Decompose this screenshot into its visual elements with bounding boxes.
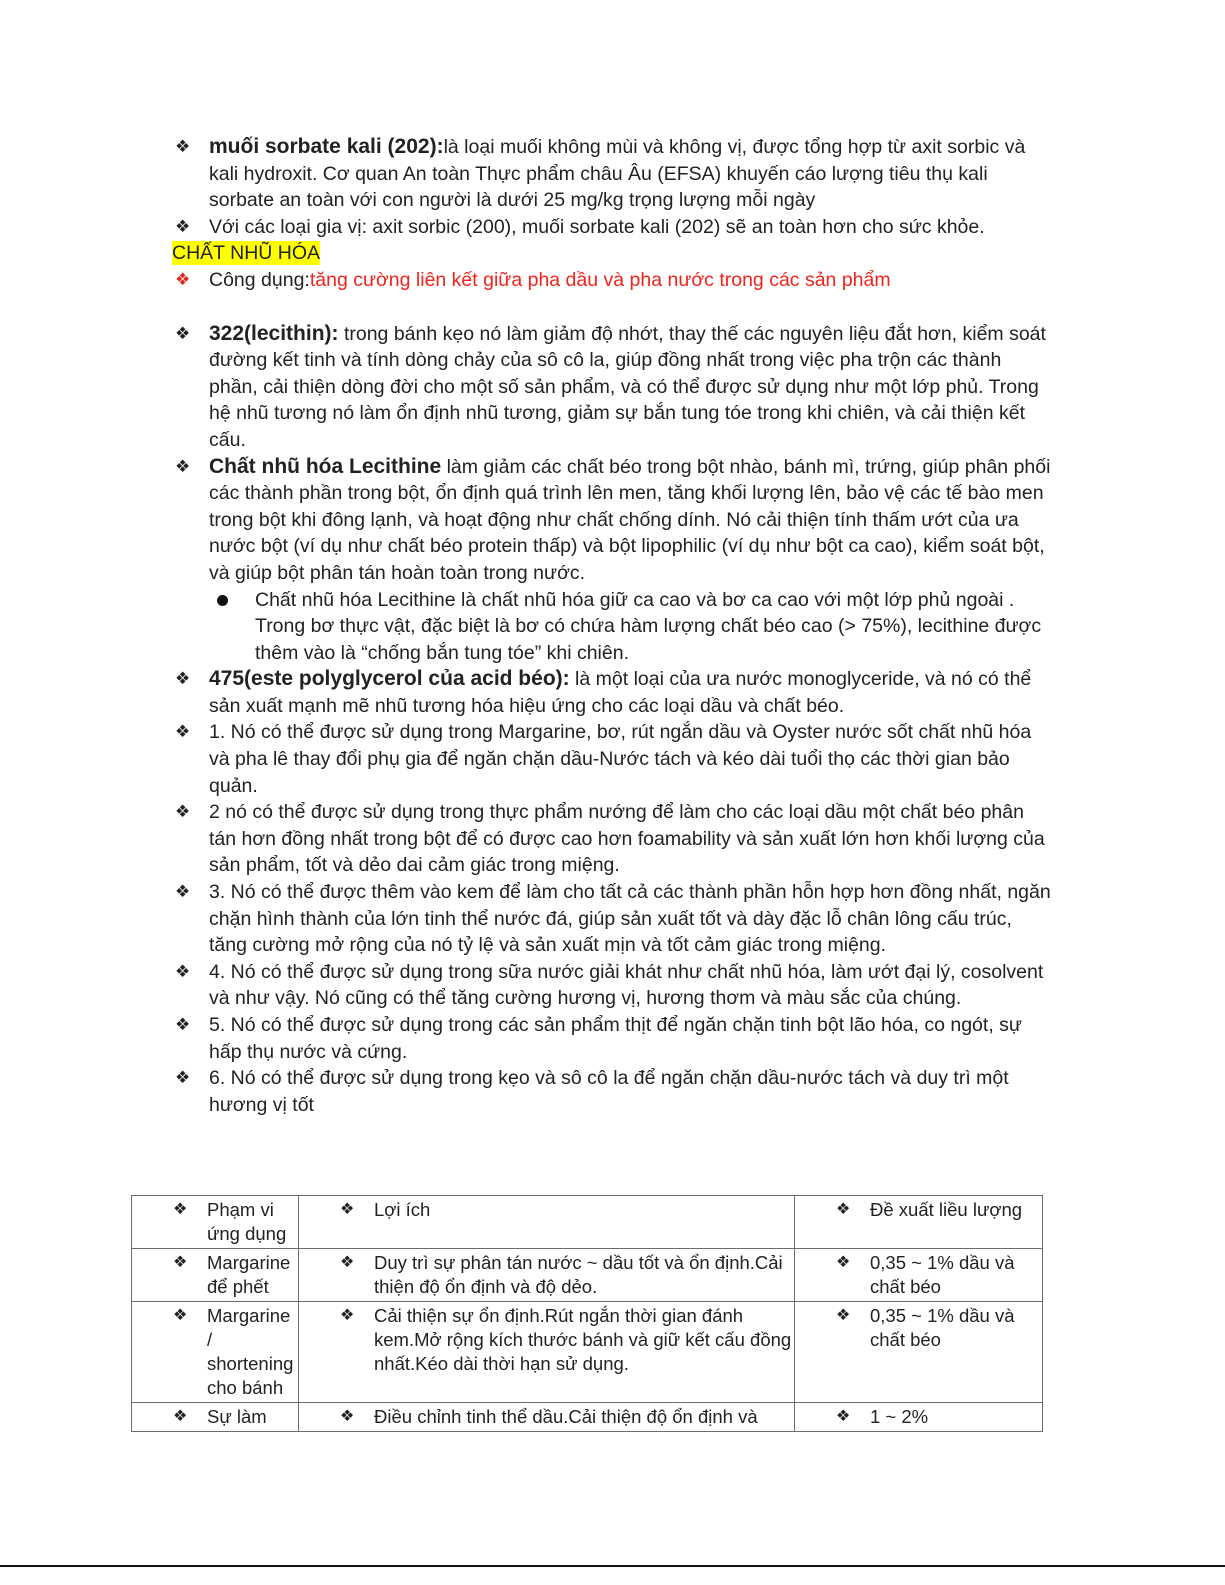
table-header-cell: [795, 1196, 1043, 1249]
section-heading: [172, 240, 1055, 267]
bullet-use-2: [175, 799, 1055, 879]
bullet-bold-term: Chất nhũ hóa Lecithine: [209, 454, 442, 478]
bullet-text: 3. Nó có thể được thêm vào kem để làm cho tất cả các thành phần hỗn hợp hơn đồng nhất, ngăn chặn hình thành của lớn tinh thể nước đá, giúp sản xuất tốt và dày đặc lỗ chân lông cấu trúc, tăng cường mở rộng của nó tỷ lệ và sản xuất mịn và tốt cảm giác trong miệng.: [209, 881, 1051, 957]
diamond-bullet-icon: ❖: [175, 722, 191, 742]
table-cell: [132, 1302, 299, 1403]
diamond-bullet-icon: ❖: [173, 1307, 188, 1324]
bullet-text: Với các loại gia vị: axit sorbic (200), muối sorbate kali (202) sẽ an toàn hơn cho sức khỏe.: [209, 215, 985, 238]
diamond-bullet-icon: ❖: [175, 137, 191, 156]
cell-text: 0,35 ~ 1% dầu và chất béo: [870, 1252, 1015, 1297]
diamond-bullet-icon: ❖: [340, 1307, 355, 1324]
cell-text: Điều chỉnh tinh thể dầu.Cải thiện độ ổn định và: [374, 1406, 758, 1427]
diamond-bullet-icon: ❖: [175, 323, 191, 343]
diamond-bullet-icon: ❖: [175, 1068, 191, 1088]
table-cell: [299, 1249, 795, 1302]
cell-text: Duy trì sự phân tán nước ~ dầu tốt và ổn định.Cải thiện độ ổn định và độ dẻo.: [374, 1252, 783, 1297]
document-body: [172, 134, 1055, 1118]
diamond-bullet-icon: ❖: [175, 802, 191, 822]
bullet-ester-475: [175, 666, 1055, 719]
bullet-use-5: [175, 1012, 1055, 1065]
diamond-bullet-icon: ❖: [175, 1015, 191, 1034]
diamond-bullet-icon: ❖: [175, 961, 191, 981]
cell-text: 0,35 ~ 1% dầu và chất béo: [870, 1305, 1015, 1350]
bullet-bold-term: 475(este polyglycerol của acid béo):: [209, 667, 570, 691]
cell-text: Margarine / shortening cho bánh: [207, 1305, 294, 1398]
sub-bullet-lecithine: [175, 587, 1055, 667]
bullet-text: 5. Nó có thể được sử dụng trong các sản phẩm thịt để ngăn chặn tinh bột lão hóa, co ngót, sự hấp thụ nước và cứng.: [209, 1014, 1022, 1063]
usage-label: Công dụng:: [209, 268, 310, 291]
table-header-row: [132, 1196, 1043, 1249]
table-row: [132, 1249, 1043, 1302]
bullet-use-6: [175, 1065, 1055, 1118]
diamond-bullet-icon: ❖: [340, 1201, 355, 1218]
cell-text: Sự làm: [207, 1406, 267, 1427]
bullet-use-3: [175, 879, 1055, 959]
bullet-text: 2 nó có thể được sử dụng trong thực phẩm nướng để làm cho các loại dầu một chất béo phân tán hơn đồng nhất trong bột để có được cao hơn foamability và sản xuất lớn hơn khối lượng của sản phẩm, tốt và dẻo dai cảm giác trong miệng.: [209, 801, 1045, 877]
header-benefit: Lợi ích: [374, 1199, 431, 1220]
diamond-bullet-icon: ❖: [836, 1201, 851, 1218]
round-bullet-icon: [217, 595, 228, 606]
diamond-bullet-icon: ❖: [175, 882, 191, 902]
sub-bullet-text: Chất nhũ hóa Lecithine là chất nhũ hóa giữ ca cao và bơ ca cao với một lớp phủ ngoài . Trong bơ thực vật, đặc biệt là bơ có chứa hàm lượng chất béo cao (> 75%), lecithine được thêm vào là “chống bắn tung tóe” khi chiên.: [255, 588, 1042, 664]
bullet-potassium-sorbate: [175, 134, 1055, 214]
cell-text: 1 ~ 2%: [870, 1406, 929, 1427]
diamond-bullet-icon: ❖: [173, 1254, 188, 1271]
table-cell: [299, 1403, 795, 1432]
bullet-text: trong bánh kẹo nó làm giảm độ nhớt, thay thế các nguyên liệu đắt hơn, kiểm soát đường kết tinh và tính dòng chảy của sô cô la, giúp đồng nhất trong việc pha trộn các thành phần, cải thiện dòng đời cho một số sản phẩm, và có thể được sử dụng như một lớp phủ. Trong hệ nhũ tương nó làm ổn định nhũ tương, giảm sự bắn tung tóe trong khi chiên, và cải thiện kết cấu.: [209, 322, 1046, 451]
cell-text: Margarine để phết: [207, 1252, 291, 1297]
bullet-bold-term: 322(lecithin):: [209, 321, 339, 345]
bullet-bold-term: muối sorbate kali (202):: [209, 135, 444, 158]
table-cell: [795, 1403, 1043, 1432]
diamond-bullet-icon: ❖: [175, 669, 191, 689]
bullet-text: là loại muối không mùi và không vị, được tổng hợp từ axit sorbic và kali hydroxit. Cơ quan An toàn Thực phẩm châu Âu (EFSA) khuyến cáo lượng tiêu thụ kali sorbate an toàn với con người là dưới 25 mg/kg trọng lượng mỗi ngày: [209, 136, 1026, 212]
table-row: [132, 1302, 1043, 1403]
usage-text: tăng cường liên kết giữa pha dầu và pha nước trong các sản phẩm: [309, 268, 891, 291]
diamond-bullet-icon: ❖: [836, 1408, 851, 1425]
header-dosage: Đề xuất liều lượng: [870, 1199, 1023, 1220]
blank-line: [175, 294, 1055, 321]
table-header-cell: [299, 1196, 795, 1249]
highlighted-heading-text: CHẤT NHŨ HÓA: [172, 242, 321, 265]
bullet-text: 6. Nó có thể được sử dụng trong kẹo và sô cô la để ngăn chặn dầu-nước tách và duy trì một hương vị tốt: [209, 1067, 1009, 1116]
bullet-text: là một loại của ưa nước monoglyceride, và nó có thể sản xuất mạnh mẽ nhũ tương hóa hiệu ứng cho các loại dầu và chất béo.: [209, 668, 1032, 717]
page-bottom-rule: [0, 1565, 1225, 1567]
diamond-bullet-icon: ❖: [175, 269, 191, 289]
table-header-cell: [132, 1196, 299, 1249]
table-row: [132, 1403, 1043, 1432]
bullet-lecithine-emulsifier: [175, 454, 1055, 587]
diamond-bullet-icon: ❖: [175, 216, 191, 236]
bullet-use-1: [175, 719, 1055, 799]
bullet-use-4: [175, 959, 1055, 1012]
table-cell: [795, 1302, 1043, 1403]
diamond-bullet-icon: ❖: [173, 1201, 188, 1218]
diamond-bullet-icon: ❖: [340, 1408, 355, 1425]
header-application: Phạm vi ứng dụng: [207, 1199, 287, 1244]
diamond-bullet-icon: ❖: [340, 1254, 355, 1271]
bullet-lecithin-322: [175, 321, 1055, 454]
diamond-bullet-icon: ❖: [175, 456, 191, 476]
bullet-usage: [175, 267, 1055, 294]
diamond-bullet-icon: ❖: [836, 1307, 851, 1324]
diamond-bullet-icon: ❖: [173, 1408, 188, 1425]
bullet-spices-note: [175, 214, 1055, 241]
diamond-bullet-icon: ❖: [836, 1254, 851, 1271]
table-cell: [132, 1403, 299, 1432]
bullet-text: làm giảm các chất béo trong bột nhào, bánh mì, trứng, giúp phân phối các thành phần trong bột, ổn định quá trình lên men, tăng khối lượng lên, bảo vệ các tế bào men trong bột khi đông lạnh, và hoạt động như chất chống dính. Nó cải thiện tính thấm ướt của ưa nước bột (ví dụ như chất béo protein thấp) và bột lipophilic (ví dụ như bột ca cao), kiểm soát bột, và giúp bột phân tán hoàn toàn trong nước.: [209, 455, 1051, 584]
table-cell: [132, 1249, 299, 1302]
cell-text: Cải thiện sự ổn định.Rút ngắn thời gian đánh kem.Mở rộng kích thước bánh và giữ kết cấu đồng nhất.Kéo dài thời hạn sử dụng.: [374, 1305, 792, 1374]
bullet-text: 1. Nó có thể được sử dụng trong Margarine, bơ, rút ngắn dầu và Oyster nước sốt chất nhũ hóa và pha lê thay đổi phụ gia để ngăn chặn dầu-Nước tách và kéo dài tuổi thọ các thời gian bảo quản.: [209, 721, 1032, 797]
dosage-table: [131, 1195, 1043, 1432]
table-cell: [795, 1249, 1043, 1302]
table-cell: [299, 1302, 795, 1403]
bullet-text: 4. Nó có thể được sử dụng trong sữa nước giải khát như chất nhũ hóa, làm ướt đại lý, cosolvent và như vậy. Nó cũng có thể tăng cường hương vị, hương thơm và màu sắc của chúng.: [209, 960, 1044, 1010]
